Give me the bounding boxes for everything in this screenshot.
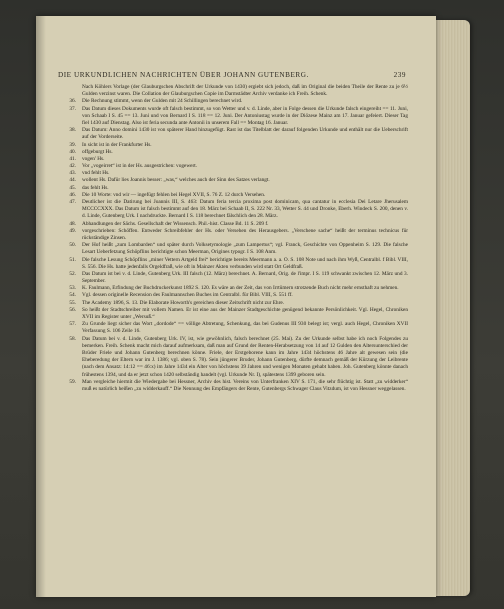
note-number: 39. — [69, 141, 76, 148]
note — [56, 127, 408, 141]
note-number: 49. — [69, 227, 76, 234]
note-text: Der Hof heißt „zum Lombarden“ und später durch Volksetymologie „zum Lampertus“; vgl. Franck, Geschichte von Oppenheim S. 129. Die falsche Lesart Ueberfetzung Schöpflins berichtigte schon Meerman, Origines typogr. I S. 108 Anm. — [82, 242, 408, 256]
note — [56, 292, 408, 299]
endnotes — [56, 84, 408, 484]
note-number: 48. — [69, 220, 76, 227]
note-number: 53. — [69, 285, 76, 292]
gutter-shadow — [36, 16, 46, 597]
running-head — [58, 71, 406, 81]
note — [56, 307, 408, 321]
note-text: Das Datum ist bei v. d. Linde, Gutenberg Urk. III falsch (12. März) berechnet. A. Bernard, Orig. de l'impr. I S. 119 schwankt zwischen 12. März und 3. September. — [82, 270, 408, 285]
note-number: 36. — [69, 98, 76, 105]
note — [56, 177, 408, 184]
page-edges — [436, 20, 470, 596]
note-number: 50. — [69, 242, 76, 249]
note-text: vorgeschrieben: Schöffen. Entweder Schreibfehler der Hs. oder Versehen des Herausgebers. „Verschene sache“ heißt der terminus technicus für rückständige Zinsen. — [82, 227, 408, 241]
note-number: 46. — [69, 191, 76, 198]
note-number: 41. — [69, 155, 76, 162]
note — [56, 257, 408, 271]
note-text: The Academy 1896, S. 13. Die Elaborate Howorth's gereichen dieser Zeitschrift nicht zur Ehre. — [82, 299, 285, 306]
note — [56, 336, 408, 379]
note — [56, 379, 408, 393]
note-text: Zu Grunde liegt sicher das Wort „dordode“ == völlige Abtretung, Schenkung, das bei Gudenus III 930 belegt ist; vergl. auch Hegel, Chroniken XVII Verfassung S. 106 Zeile 16. — [82, 321, 408, 335]
note — [56, 300, 408, 307]
note-text: Nach Köhlers Vorlage (der Glauburgschen Abschrift der Urkunde von 1430) ergiebt sich jedoch, daß im Original die beiden Theile der Rente zu je 6½ Gulden verzinst waren. Die Collation der Glauburgschen Copie im Darmstädter Archiv verdanke ich Freih. Schenk. — [82, 84, 408, 98]
note-text: Vor „vogeirret“ ist in der Hs. ausgestrichen: vogewert. — [82, 163, 198, 170]
note-number: 47. — [69, 199, 76, 205]
note — [56, 156, 408, 163]
note-text: Die falsche Lesung Schöpflins „miner Vettern Artgeld frei“ berichtigte bereits Meermann a. a. O. S. 108 Note und nach ihm Wyß, Centralbl. f Bibl. VIII, S. 556. Die Hs. hatte jedenfalls Orgeldfraß, wie oft in Mainzer Akten verbunden wird statt Ort Geldfraß. — [82, 256, 408, 270]
note-number: 51. — [69, 256, 76, 263]
note-text: So heißt der Stadtschreiber mit vollem Namen. Er ist eine aus der Mainzer Stadtgeschichte genügend bekannte Persönlichkeit. Vgl. Hegel, Chroniken XVII im Register unter „Wersuß.“ — [82, 306, 408, 320]
note-number: 42. — [69, 163, 76, 170]
note — [56, 228, 408, 242]
note-text: Das Datum dieses Dokuments wurde oft falsch bestimmt, so von Wetter und v. d. Linde, aber in Folge dessen die Urkunde falsch eingereiht == 11. Juni, von Schaab I S. 45 == 13. Juni und von Bernard I S. 118 == 12. Juni. Der Antoniustag wurde in der Diözese Mainz am 17. Januar gefeiert. Dieser Tag fiel 1430 auf Dienstag. Also ist feria secunda ante Antonii in unserem Fall == Montag 16. Januar. — [82, 105, 408, 126]
note-text: vogen' Hs. — [82, 155, 105, 162]
note-text: Man vergleiche hiermit die Wiedergabe bei Hessner, Archiv des hist. Vereins von Unterfranken XIV S. 171, die sehr flüchtig ist. Statt „zu widderker“ muß es natürlich heißen „zu widderkauff.“ Die Nennung des Empfängers der Rente, Gutenbergs Schwager Claus Vitzdum, ist von Hessner weggelassen. — [82, 378, 408, 392]
note-number: 57. — [69, 321, 76, 328]
note-number: 45. — [69, 184, 76, 191]
note-text: Deutlicher ist die Datirung bei Joannis III, S. 463: Datum feria tercia proxima post dominicam, qua cantatur in ecclesia Dei Letare Jherusalem MCCCCXXX. Das Datum ist falsch bestimmt auf den 18. März bei Schaab II, S. 222 Nr. 33, Wetter S. 44 und Dronke, Eberh. Windeck S. 200, denen v. d. Linde, Gutenberg Urk. I nachdruckte. Bernard I S. 118 berechnet fälschlich den 28. März. — [82, 199, 408, 220]
note-number: 43. — [69, 170, 76, 177]
page-number: 239 — [393, 71, 406, 79]
note-number: 59. — [69, 378, 76, 385]
note-text: vnd fehlt Hs. — [82, 170, 110, 177]
note-text: wollent Hs. Dafür lies Joannis besser: „was,“ welches auch der Sinn des Satzes verlangt. — [82, 177, 270, 184]
note — [56, 321, 408, 335]
note-number: 52. — [69, 270, 76, 277]
note-text: Die Rechnung stimmt, wenn der Gulden mit 24 Schillingen berechnet wird. — [82, 98, 243, 105]
note — [56, 271, 408, 285]
note-number: 58. — [69, 335, 76, 342]
note-text: Das Datum: Anno domini 1430 ist von späterer Hand hinzugefügt. Rast ist das Titelblatt der darauf folgenden Urkunde und enthält nur die Ueberschrift auf der Vorderseite. — [82, 127, 408, 141]
note — [56, 98, 408, 105]
note-number: 56. — [69, 306, 76, 313]
note-text: K. Faulmann, Erfindung der Buchdruckerkunst 1892 S. 120. Es wäre an der Zeit, das von Irrtümern strotzende Buch nicht mehr ernsthaft zu nehmen. — [82, 285, 399, 292]
note-text: Das Datum bei v. d. Linde, Gutenberg Urk. IV, ist, wie gewöhnlich, falsch berechnet (25. Mai). Zu der Urkunde selbst habe ich noch Folgendes zu bemerken. Freih. Schenk macht mich darauf aufmerksam, daß man auf Grund der Renten-Herabsetzung von 14 auf 12 Gulden den Altersunterschied der Brüder Friele und Johann Gutenberg berechnen könne. Friele, der Erstgeborene kann im Jahre 1434 höchstens 46 Jahre alt gewesen sein (die Eheberedung der Eltern war im J. 1386; vgl. oben S. 78). Sein jüngerer Bruder, Johann Gutenberg, dürfte demnach gemäß der Kürzung der Leibrente (nach dem Ansatz: 14:12 == 46:x) im Jahre 1434 ein Alter von höchstens 39 Jahren und wenigen Monaten gehabt haben. Joh. Gutenberg könnte danach frühestens 1394, und da er jetzt schon 1420 selbständig handelt (vgl. Urkunde Nr. I), spätestens 1399 geboren sein. — [82, 335, 408, 378]
note-number: 55. — [69, 299, 76, 306]
note — [56, 192, 408, 199]
running-head-title: DIE URKUNDLICHEN NACHRICHTEN ÜBER JOHANN GUTENBERG. — [58, 71, 309, 79]
note-number: 37. — [69, 105, 76, 112]
note — [56, 221, 408, 228]
note — [56, 149, 408, 156]
note — [56, 106, 408, 128]
note — [56, 84, 408, 98]
note-number: 54. — [69, 292, 76, 299]
note — [56, 142, 408, 149]
note-text: Abhandlungen der Sächs. Gesellschaft der Wissensch. Phil.-hist. Classe Bd. 11 S. 209 f. — [82, 220, 269, 227]
note — [56, 185, 408, 192]
note-text: offgeburgt Hs. — [82, 148, 113, 155]
note-number: 40. — [69, 148, 76, 155]
note — [56, 199, 408, 221]
note-text: das fehlt Hs. — [82, 184, 109, 191]
note-text: Vgl. dessen originelle Recension des Faulmannschen Buches im Centralbl. für Bibl. VIII, S. 551 ff. — [82, 292, 293, 299]
note — [56, 242, 408, 256]
note-text: Die 10 Worte: vnd wir — ingefügt fehlen bei Hegel XVII, S. 76 Z. 12 durch Versehen. — [82, 191, 266, 198]
note-number: 44. — [69, 177, 76, 184]
note-number: 38. — [69, 127, 76, 134]
note-text: In sicht ist in der Frankfurter Hs. — [82, 141, 152, 148]
